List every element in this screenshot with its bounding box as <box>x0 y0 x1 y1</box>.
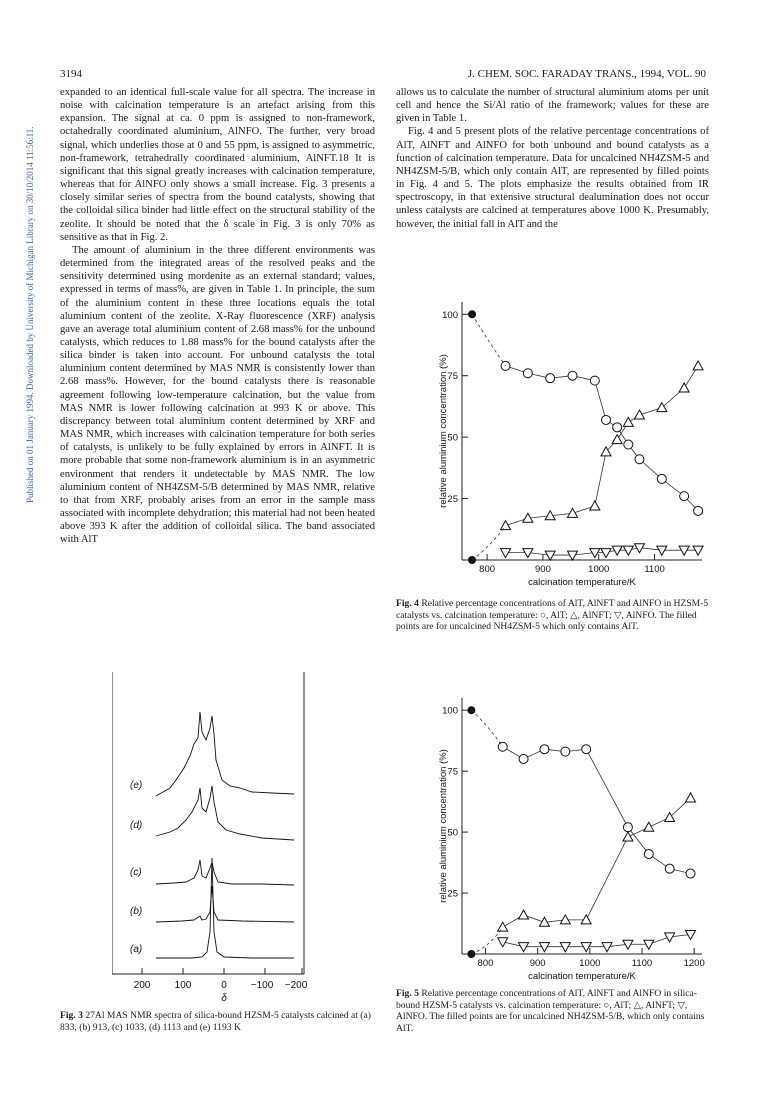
fig3-caption <box>60 1010 375 1033</box>
dashed-link <box>472 314 505 366</box>
x-tick-label: 1000 <box>579 958 601 969</box>
spectrum-d <box>156 786 294 840</box>
download-watermark: Published on 01 January 1994. Downloaded by University of Michigan Library on 30/10/2014 11:56:11. <box>25 126 35 503</box>
caption-text: 27Al MAS NMR spectra of silica-bound HZSM-5 catalysts calcined at (a) 833, (b) 913, (c) 1033, (d) 1113 and (e) 1193 K <box>60 1010 371 1033</box>
caption-label: Fig. 4 <box>396 598 419 609</box>
triangle-up-point <box>581 915 591 924</box>
triangle-down-point <box>545 551 555 560</box>
series-line <box>503 934 691 946</box>
paragraph: allows us to calculate the number of structural aluminium atoms per unit cell and hence the Si/Al ratio of the framework; values for these are given in Table 1. <box>396 87 709 125</box>
dashed-link <box>472 526 505 560</box>
circle-point <box>546 374 555 383</box>
spectrum-label: (b) <box>130 906 143 917</box>
spectrum-c <box>156 860 294 885</box>
circle-point <box>680 492 689 501</box>
triangle-down-point <box>602 943 612 952</box>
circle-point <box>613 423 622 432</box>
y-tick-label: 75 <box>447 766 458 778</box>
series-line <box>506 366 699 526</box>
axis-label: δ <box>221 993 227 1002</box>
x-tick-label: 900 <box>535 564 551 575</box>
paragraph: The amount of aluminium in the three different environments was determined from the integrated areas of the resolved peaks and the sensitivity determined using mordenite as an external standard; values, expressed in terms of mass%, are given in Table 1. In principle, the sum of the aluminium content in these three locations equals the total aluminium content of the zeolite. X-Ray fluorescence (XRF) analysis gave an average total aluminium content of 2.68 mass% for the unbound catalysts, which reduces to 1.88 mass% for the bound catalysts after the silica binder is taken into account. For unbound catalysts the total aluminium content determined by MAS NMR is consistently lower than 2.68 mass%. However, for the bound catalysts there is reasonable agreement following low-temperature calcination, but the value from MAS NMR is lower following calcination at 993 K or above. This discrepancy between total aluminium content determined by XRF and MAS NMR, which increases with calcination temperature for both series of catalysts, is unlikely to be fully explained by errors in AlNFT. It is more probable that some non-framework aluminium is in an asymmetric environment that renders it undetectable by MAS NMR. The low aluminium content of NH4ZSM-5/B determined by MAS NMR, relative to that from XRF, probably arises from an error in the sample mass associated with incomplete dehydration; this material had not been heated above 393 K after the addition of colloidal silica. The band associated with AlT <box>60 244 375 546</box>
tick-label: −100 <box>250 980 274 991</box>
triangle-up-point <box>623 417 633 426</box>
spectrum-b <box>156 886 294 922</box>
triangle-up-point <box>498 922 508 931</box>
y-tick-label: 75 <box>447 371 458 383</box>
x-tick-label: 1100 <box>631 958 653 969</box>
triangle-up-point <box>657 403 667 412</box>
x-tick-label: 1000 <box>588 564 610 575</box>
paragraph: Fig. 4 and 5 present plots of the relative percentage concentrations of AlT, AlNFT and AlNFO for both unbound and bound catalysts as a function of calcination temperature. Data for uncalcined NH4ZSM-5 and NH4ZSM-5/B, which only contain AlT, are represented by filled points in Fig. 4 and 5. The plots emphasize the results obtained from IR spectroscopy, in that extensive structural dealumination does not occur unless catalysts are calcined at temperatures above 1000 K. Presumably, however, the initial fall in AlT and the <box>396 126 709 230</box>
circle-point <box>561 747 570 756</box>
spectrum-label: (e) <box>130 780 143 791</box>
series-line <box>506 366 699 511</box>
x-tick-label: 1200 <box>683 958 705 969</box>
right-column <box>396 86 709 231</box>
triangle-up-point <box>560 915 570 924</box>
triangle-up-point <box>623 832 633 841</box>
circle-point <box>568 371 577 380</box>
triangle-down-point <box>560 943 570 952</box>
tick-label: −200 <box>284 980 308 991</box>
left-column <box>60 86 375 546</box>
series-line <box>503 747 691 874</box>
fig3-nmr-spectra <box>112 672 312 1002</box>
fig5-chart <box>412 692 712 984</box>
circle-point <box>644 850 653 859</box>
circle-point <box>686 869 695 878</box>
x-axis-label: calcination temperature/K <box>528 577 636 588</box>
y-tick-label: 25 <box>447 494 458 506</box>
caption-label: Fig. 5 <box>396 988 419 999</box>
circle-point <box>694 506 703 515</box>
fig4-chart <box>412 296 712 592</box>
caption-text: Relative percentage concentrations of AlT, AlNFT and AlNFO in HZSM-5 catalysts vs. calcination temperature: ○, AlT; △, AlNFT; ▽, AlNFO. The filled points are for uncalcined NH4ZSM-5 which only contains AlT. <box>396 598 709 633</box>
journal-header: J. CHEM. SOC. FARADAY TRANS., 1994, VOL. 90 <box>467 68 706 80</box>
triangle-down-point <box>679 546 689 555</box>
x-tick-label: 800 <box>479 564 496 575</box>
triangle-up-point <box>644 822 654 831</box>
spectrum-label: (a) <box>130 944 143 955</box>
triangle-up-point <box>501 521 511 530</box>
triangle-up-point <box>590 501 600 510</box>
circle-point <box>540 745 549 754</box>
triangle-up-point <box>519 910 529 919</box>
triangle-up-point <box>686 793 696 802</box>
spectrum-label: (c) <box>130 867 142 878</box>
triangle-down-point <box>601 549 611 558</box>
triangle-down-point <box>501 549 511 558</box>
circle-point <box>582 745 591 754</box>
y-tick-label: 50 <box>447 827 458 839</box>
caption-text: Relative percentage concentrations of AlT, AlNFT and AlNFO in silica-bound HZSM-5 catalysts vs. calcination temperature: ○, AlT; △, AlNFT; ▽, AlNFO. The filled points are for uncalcined NH4ZSM-5/B, which only contains AlT. <box>396 988 705 1034</box>
triangle-up-point <box>693 361 703 370</box>
triangle-down-point <box>657 546 667 555</box>
circle-point <box>602 415 611 424</box>
fig4-caption <box>396 598 709 633</box>
y-tick-label: 100 <box>442 705 458 717</box>
y-tick-label: 25 <box>447 888 458 900</box>
page-number: 3194 <box>60 68 82 80</box>
filled-point <box>467 950 475 958</box>
circle-point <box>657 474 666 483</box>
circle-point <box>523 369 532 378</box>
x-tick-label: 900 <box>529 958 546 969</box>
triangle-down-point <box>623 546 633 555</box>
triangle-down-point <box>665 933 675 942</box>
triangle-down-point <box>568 551 578 560</box>
caption-label: Fig. 3 <box>60 1010 83 1021</box>
triangle-down-point <box>644 940 654 949</box>
filled-point <box>468 310 476 318</box>
circle-point <box>590 376 599 385</box>
circle-point <box>624 440 633 449</box>
tick-label: 0 <box>221 980 227 991</box>
y-axis-label: relative aluminium concentration (%) <box>438 354 449 508</box>
triangle-down-point <box>519 943 529 952</box>
fig3-spectra <box>156 712 294 958</box>
spectrum-a <box>156 858 294 958</box>
triangle-up-point <box>568 508 578 517</box>
y-tick-label: 50 <box>447 432 458 444</box>
spectrum-label: (d) <box>130 820 143 831</box>
x-axis-label: calcination temperature/K <box>528 971 636 982</box>
circle-point <box>635 455 644 464</box>
triangle-up-point <box>679 383 689 392</box>
spectrum-e <box>156 712 294 796</box>
circle-point <box>519 754 528 763</box>
dashed-link <box>471 710 502 747</box>
fig5-caption <box>396 988 709 1034</box>
fig3-labels <box>130 780 142 955</box>
tick-label: 100 <box>174 980 192 991</box>
circle-point <box>665 864 674 873</box>
circle-point <box>623 823 632 832</box>
x-tick-label: 800 <box>477 958 494 969</box>
triangle-up-point <box>634 410 644 419</box>
y-axis-label: relative aluminium concentration (%) <box>438 749 449 903</box>
triangle-down-point <box>693 546 703 555</box>
fig3-tick-labels <box>134 980 308 1002</box>
fig3-axis <box>142 968 302 974</box>
filled-point <box>468 556 476 564</box>
y-tick-label: 100 <box>442 309 458 321</box>
triangle-down-point <box>539 943 549 952</box>
x-tick-label: 1100 <box>644 564 665 575</box>
tick-label: 200 <box>133 980 151 991</box>
paragraph: expanded to an identical full-scale value for all spectra. The increase in noise with calcination temperature is an artefact arising from this expansion. The signal at ca. 0 ppm is assigned to non-framework, octahedrally coordinated aluminium, AlNFO. The further, very broad signal, which underlies those at 0 and 55 ppm, is assigned to asymmetric, non-framework, tetrahedrally coordinated aluminium, AlNFT.18 It is significant that this signal greatly increases with calcination temperature, whereas that for AlNFO only shows a small increase. Fig. 3 presents a closely similar series of spectra from the bound catalysts, showing that the colloidal silica binder had little effect on the structural stability of the zeolite. It should be noted that the δ scale in Fig. 3 is only 70% as sensitive as that in Fig. 2. <box>60 87 375 243</box>
triangle-up-point <box>612 435 622 444</box>
series-line <box>503 798 691 927</box>
